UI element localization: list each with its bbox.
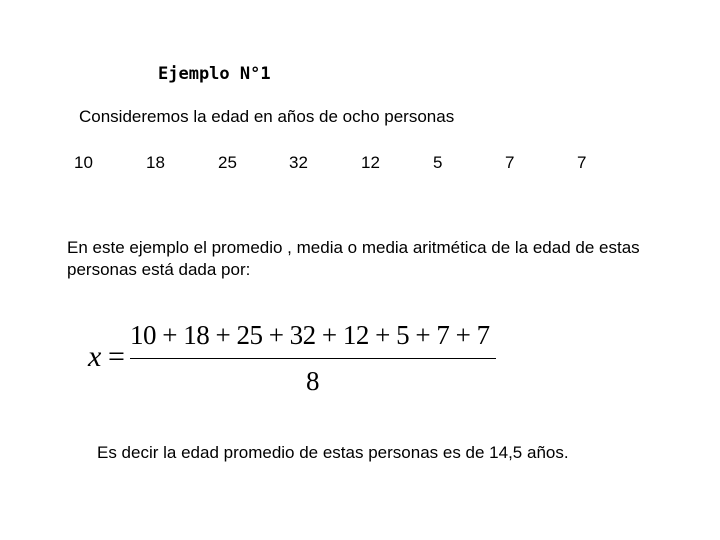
age-value: 10 [74,153,93,172]
ages-row [0,153,720,177]
formula-equals-sign: = [108,340,125,373]
formula-numerator: 10 + 18 + 25 + 32 + 12 + 5 + 7 + 7 [130,320,490,350]
formula-variable: x [88,340,102,373]
explanation-paragraph: En este ejemplo el promedio , media o media aritmética de la edad de estas personas está dada por: [67,238,640,279]
age-value: 12 [361,153,380,172]
conclusion-text: Es decir la edad promedio de estas personas es de 14,5 años. [97,443,569,462]
age-value: 7 [505,153,515,172]
age-value: 25 [218,153,237,172]
age-value: 5 [433,153,443,172]
fraction-bar [130,358,496,359]
example-title: Ejemplo N°1 [158,64,271,84]
mean-formula [84,318,514,400]
age-value: 7 [577,153,587,172]
age-value: 18 [146,153,165,172]
intro-text: Consideremos la edad en años de ocho personas [79,107,455,126]
age-value: 32 [289,153,308,172]
formula-denominator: 8 [306,366,320,396]
